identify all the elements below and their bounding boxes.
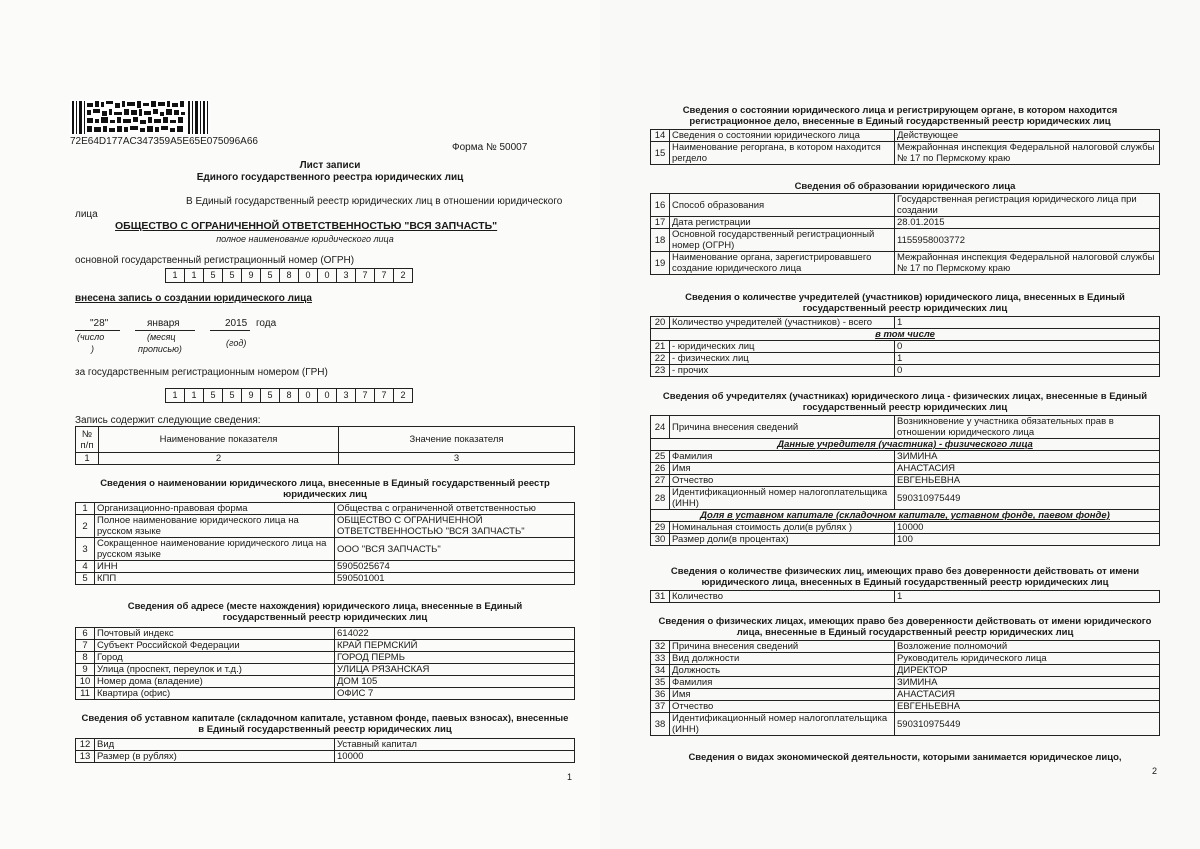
row-label: Размер (в рублях): [95, 751, 335, 763]
row-label: Имя: [670, 463, 895, 475]
row-label: Фамилия: [670, 677, 895, 689]
row-value: Уставный капитал: [335, 739, 575, 751]
table-row: [76, 688, 575, 700]
table-status: [650, 129, 1160, 165]
ogrn-digit-boxes: [165, 268, 413, 283]
ogrn-digit: 5: [223, 269, 242, 282]
table-row: [76, 573, 575, 585]
ogrn-digit: 8: [280, 269, 299, 282]
row-number: 4: [76, 561, 95, 573]
table-row: [651, 142, 1160, 165]
table-row: [76, 640, 575, 652]
row-label: Номер дома (владение): [95, 676, 335, 688]
row-number: 9: [76, 664, 95, 676]
org-full-name: ОБЩЕСТВО С ОГРАНИЧЕННОЙ ОТВЕТСТВЕННОСТЬЮ "ВСЯ ЗАПЧАСТЬ": [115, 220, 498, 232]
row-number: 6: [76, 628, 95, 640]
row-label: Наименование регоргана, в котором находится регдело: [670, 142, 895, 165]
row-value: Межрайонная инспекция Федеральной налоговой службы № 17 по Пермскому краю: [895, 252, 1160, 275]
contains-label: Запись содержит следующие сведения:: [75, 415, 261, 426]
page-number-right: 2: [1152, 766, 1158, 776]
subheader-label: Данные учредителя (участника) - физического лица: [651, 439, 1160, 451]
row-number: 5: [76, 573, 95, 585]
row-value: ЕВГЕНЬЕВНА: [895, 701, 1160, 713]
table-row: [76, 652, 575, 664]
section-title-capital: Сведения об уставном капитале (складочном капитале, уставном фонде, паевых взносах), внесенные в Единый государственный реестр юридических лиц: [81, 713, 569, 735]
row-value: АНАСТАСИЯ: [895, 689, 1160, 701]
row-label: Улица (проспект, переулок и т.д.): [95, 664, 335, 676]
row-label: Сведения о состоянии юридического лица: [670, 130, 895, 142]
row-number: 38: [651, 713, 670, 736]
grn-digit: 3: [337, 389, 356, 402]
header-c1: 1: [76, 453, 99, 465]
row-number: 23: [651, 365, 670, 377]
barcode-image: [70, 100, 210, 135]
row-label: - юридических лиц: [670, 341, 895, 353]
row-label: Идентификационный номер налогоплательщика (ИНН): [670, 713, 895, 736]
table-row: [76, 503, 575, 515]
table-row: [76, 664, 575, 676]
grn-digit: 5: [261, 389, 280, 402]
table-row: [651, 217, 1160, 229]
table-persons: [650, 640, 1160, 736]
ogrn-digit: 1: [166, 269, 185, 282]
row-label: Дата регистрации: [670, 217, 895, 229]
date-year-line: [210, 330, 250, 331]
table-names: [75, 502, 575, 585]
table-row: [651, 252, 1160, 275]
row-value: ГОРОД ПЕРМЬ: [335, 652, 575, 664]
table-row: [651, 689, 1160, 701]
row-number: 31: [651, 591, 670, 603]
row-label: Основной государственный регистрационный номер (ОГРН): [670, 229, 895, 252]
section-title-persons-count: Сведения о количестве физических лиц, имеющих право без доверенности действовать от имени юридического лица, внесенных в Единый государственный реестр юридических лиц: [670, 566, 1140, 588]
table-row: [651, 487, 1160, 510]
table-row: [651, 665, 1160, 677]
row-label: Вид должности: [670, 653, 895, 665]
row-number: 24: [651, 416, 670, 439]
row-value: ОБЩЕСТВО С ОГРАНИЧЕННОЙ ОТВЕТСТВЕННОСТЬЮ "ВСЯ ЗАПЧАСТЬ": [335, 515, 575, 538]
row-label: Вид: [95, 739, 335, 751]
row-number: 3: [76, 538, 95, 561]
date-day: "28": [90, 318, 109, 329]
row-label: Наименование органа, зарегистрировавшего создание юридического лица: [670, 252, 895, 275]
row-value: 1: [895, 353, 1160, 365]
table-row: [76, 751, 575, 763]
table-row: [651, 641, 1160, 653]
table-row: [76, 676, 575, 688]
table-row: [651, 701, 1160, 713]
row-number: 36: [651, 689, 670, 701]
row-number: 34: [651, 665, 670, 677]
row-value: 10000: [895, 522, 1160, 534]
row-number: 14: [651, 130, 670, 142]
row-value: Руководитель юридического лица: [895, 653, 1160, 665]
row-number: 8: [76, 652, 95, 664]
row-value: 1: [895, 317, 1160, 329]
page-number-left: 1: [567, 772, 573, 782]
subheader-label: Доля в уставном капитале (складочном капитале, уставном фонде, паевом фонде): [651, 510, 1160, 522]
row-label: КПП: [95, 573, 335, 585]
date-year: 2015: [225, 318, 248, 329]
row-value: ЕВГЕНЬЕВНА: [895, 475, 1160, 487]
table-formation: [650, 193, 1160, 275]
grn-digit: 9: [242, 389, 261, 402]
row-value: Возложение полномочий: [895, 641, 1160, 653]
ogrn-digit: 5: [204, 269, 223, 282]
form-number: Форма № 50007: [452, 142, 528, 153]
row-number: 1: [76, 503, 95, 515]
date-day-line: [75, 330, 120, 331]
grn-digit: 5: [223, 389, 242, 402]
row-label: - физических лиц: [670, 353, 895, 365]
caption-month: (месяц: [147, 332, 176, 342]
ogrn-digit: 2: [400, 270, 406, 280]
row-label: Способ образования: [670, 194, 895, 217]
grn-digit: 2: [400, 390, 406, 400]
ogrn-digit: 0: [318, 269, 337, 282]
row-label: Квартира (офис): [95, 688, 335, 700]
table-row: [651, 677, 1160, 689]
row-value: 590310975449: [895, 713, 1160, 736]
header-c3: 3: [339, 453, 575, 465]
date-month-line: [135, 330, 195, 331]
row-value: 100: [895, 534, 1160, 546]
row-label: Организационно-правовая форма: [95, 503, 335, 515]
table-row: [651, 451, 1160, 463]
row-value: Общества с ограниченной ответственностью: [335, 503, 575, 515]
section-title-names: Сведения о наименовании юридического лица, внесенные в Единый государственный реестр юридических лиц: [100, 478, 550, 500]
table-row: [76, 515, 575, 538]
row-number: 19: [651, 252, 670, 275]
section-title-address: Сведения об адресе (месте нахождения) юридического лица, внесенные в Единый государственный реестр юридических лиц: [127, 601, 523, 623]
grn-digit: 7: [375, 389, 394, 402]
row-number: 35: [651, 677, 670, 689]
date-year-suffix: года: [256, 318, 277, 329]
ogrn-digit: 0: [299, 269, 318, 282]
table-address: [75, 627, 575, 700]
row-number: 7: [76, 640, 95, 652]
table-row: [651, 229, 1160, 252]
record-line: внесена запись о создании юридического лица: [75, 293, 312, 304]
row-value: УЛИЦА РЯЗАНСКАЯ: [335, 664, 575, 676]
row-number: 22: [651, 353, 670, 365]
row-number: 12: [76, 739, 95, 751]
grn-digit: 1: [185, 389, 204, 402]
row-label: Сокращенное наименование юридического лица на русском языке: [95, 538, 335, 561]
table-founders-count: [650, 316, 1160, 377]
row-number: 26: [651, 463, 670, 475]
row-label: Должность: [670, 665, 895, 677]
row-value: 1: [895, 591, 1160, 603]
row-value: Межрайонная инспекция Федеральной налоговой службы № 17 по Пермскому краю: [895, 142, 1160, 165]
grn-digit: 0: [299, 389, 318, 402]
section-title-founders: Сведения об учредителях (участниках) юридического лица - физических лицах, внесенные в Единый государственный реестр юридических лиц: [662, 391, 1148, 413]
row-value: ОФИС 7: [335, 688, 575, 700]
header-index-row: [76, 453, 575, 465]
row-label: Фамилия: [670, 451, 895, 463]
row-number: 2: [76, 515, 95, 538]
table-row: [651, 317, 1160, 329]
table-row: [76, 561, 575, 573]
row-value: 1155958003772: [895, 229, 1160, 252]
row-label: Имя: [670, 689, 895, 701]
header-value: Значение показателя: [339, 427, 575, 453]
row-label: Субъект Российской Федерации: [95, 640, 335, 652]
row-value: 614022: [335, 628, 575, 640]
subheader-label: в том числе: [651, 329, 1160, 341]
row-value: ЗИМИНА: [895, 677, 1160, 689]
grn-digit: 7: [356, 389, 375, 402]
ogrn-digit: 1: [185, 269, 204, 282]
row-number: 13: [76, 751, 95, 763]
row-label: Почтовый индекс: [95, 628, 335, 640]
row-number: 18: [651, 229, 670, 252]
intro-cont: лица: [75, 209, 98, 220]
row-number: 33: [651, 653, 670, 665]
row-label: Идентификационный номер налогоплательщика (ИНН): [670, 487, 895, 510]
row-number: 15: [651, 142, 670, 165]
row-number: 27: [651, 475, 670, 487]
row-value: 0: [895, 365, 1160, 377]
barcode-text: 72E64D177AC347359A5E65E075096A66: [70, 136, 258, 147]
row-label: ИНН: [95, 561, 335, 573]
row-value: ДИРЕКТОР: [895, 665, 1160, 677]
row-number: 10: [76, 676, 95, 688]
row-value: 590310975449: [895, 487, 1160, 510]
table-row: [76, 739, 575, 751]
subheader-row: [651, 439, 1160, 451]
section-title-persons: Сведения о физических лицах, имеющих право без доверенности действовать от имени юридического лица, внесенные в Единый государственный реестр юридических лиц: [658, 616, 1152, 638]
intro-text: В Единый государственный реестр юридических лиц в отношении юридического: [186, 196, 563, 207]
row-number: 29: [651, 522, 670, 534]
caption-day: (число: [77, 332, 105, 342]
row-number: 37: [651, 701, 670, 713]
header-no: № п/п: [76, 427, 99, 453]
page-right: [600, 0, 1200, 849]
header-table: [75, 426, 575, 465]
subheader-row: [651, 510, 1160, 522]
caption-day-end: ): [91, 344, 94, 354]
row-value: ООО "ВСЯ ЗАПЧАСТЬ": [335, 538, 575, 561]
header-c2: 2: [99, 453, 339, 465]
doc-subtitle: Единого государственного реестра юридических лиц: [196, 172, 464, 183]
row-value: Действующее: [895, 130, 1160, 142]
caption-month-end: прописью): [138, 344, 182, 354]
row-number: 25: [651, 451, 670, 463]
subheader-row: [651, 329, 1160, 341]
table-row: [651, 130, 1160, 142]
row-number: 16: [651, 194, 670, 217]
table-row: [651, 522, 1160, 534]
row-label: Отчество: [670, 701, 895, 713]
grn-digit: 1: [166, 389, 185, 402]
row-value: 28.01.2015: [895, 217, 1160, 229]
date-month: января: [147, 318, 180, 329]
row-value: 590501001: [335, 573, 575, 585]
table-row: [76, 538, 575, 561]
row-label: Количество: [670, 591, 895, 603]
row-label: Количество учредителей (участников) - всего: [670, 317, 895, 329]
section-title-formation: Сведения об образовании юридического лица: [794, 181, 1016, 192]
row-number: 20: [651, 317, 670, 329]
table-persons-count: [650, 590, 1160, 603]
table-row: [651, 713, 1160, 736]
table-row: [651, 653, 1160, 665]
ogrn-digit: 7: [356, 269, 375, 282]
grn-digit: 5: [204, 389, 223, 402]
header-row: [76, 427, 575, 453]
row-label: Полное наименование юридического лица на русском языке: [95, 515, 335, 538]
row-number: 32: [651, 641, 670, 653]
table-row: [651, 534, 1160, 546]
row-value: АНАСТАСИЯ: [895, 463, 1160, 475]
table-capital: [75, 738, 575, 763]
org-name-caption: полное наименование юридического лица: [216, 234, 394, 244]
table-row: [651, 591, 1160, 603]
table-row: [651, 463, 1160, 475]
row-label: Город: [95, 652, 335, 664]
row-value: Государственная регистрация юридического лица при создании: [895, 194, 1160, 217]
row-value: 10000: [335, 751, 575, 763]
row-number: 30: [651, 534, 670, 546]
row-number: 17: [651, 217, 670, 229]
grn-digit: 0: [318, 389, 337, 402]
table-row: [651, 194, 1160, 217]
table-founders: [650, 415, 1160, 546]
table-row: [651, 365, 1160, 377]
table-row: [651, 341, 1160, 353]
row-value: 5905025674: [335, 561, 575, 573]
row-value: Возникновение у участника обязательных прав в отношении юридического лица: [895, 416, 1160, 439]
row-label: - прочих: [670, 365, 895, 377]
table-row: [651, 353, 1160, 365]
ogrn-digit: 5: [261, 269, 280, 282]
row-value: ДОМ 105: [335, 676, 575, 688]
section-title-activities: Сведения о видах экономической деятельности, которыми занимается юридическое лицо,: [688, 752, 1122, 763]
grn-label: за государственным регистрационным номером (ГРН): [75, 367, 328, 378]
caption-year: (год): [226, 338, 247, 348]
row-label: Причина внесения сведений: [670, 641, 895, 653]
header-name: Наименование показателя: [99, 427, 339, 453]
row-value: КРАЙ ПЕРМСКИЙ: [335, 640, 575, 652]
row-number: 28: [651, 487, 670, 510]
row-value: 0: [895, 341, 1160, 353]
row-label: Причина внесения сведений: [670, 416, 895, 439]
ogrn-digit: 3: [337, 269, 356, 282]
table-row: [651, 475, 1160, 487]
row-label: Отчество: [670, 475, 895, 487]
row-number: 21: [651, 341, 670, 353]
row-number: 11: [76, 688, 95, 700]
row-value: ЗИМИНА: [895, 451, 1160, 463]
row-label: Размер доли(в процентах): [670, 534, 895, 546]
section-title-status: Сведения о состоянии юридического лица и регистрирующем органе, в котором находится регистрационное дело, внесенные в Единый государственный реестр юридических лиц: [682, 105, 1118, 127]
grn-digit-boxes: [165, 388, 413, 403]
ogrn-label: основной государственный регистрационный номер (ОГРН): [75, 255, 355, 266]
row-label: Номинальная стоимость доли(в рублях ): [670, 522, 895, 534]
ogrn-digit: 9: [242, 269, 261, 282]
ogrn-digit: 7: [375, 269, 394, 282]
table-row: [76, 628, 575, 640]
doc-title: Лист записи: [299, 160, 361, 171]
section-title-founders-count: Сведения о количестве учредителей (участников) юридического лица, внесенных в Единый государственный реестр юридических лиц: [685, 292, 1125, 314]
table-row: [651, 416, 1160, 439]
grn-digit: 8: [280, 389, 299, 402]
